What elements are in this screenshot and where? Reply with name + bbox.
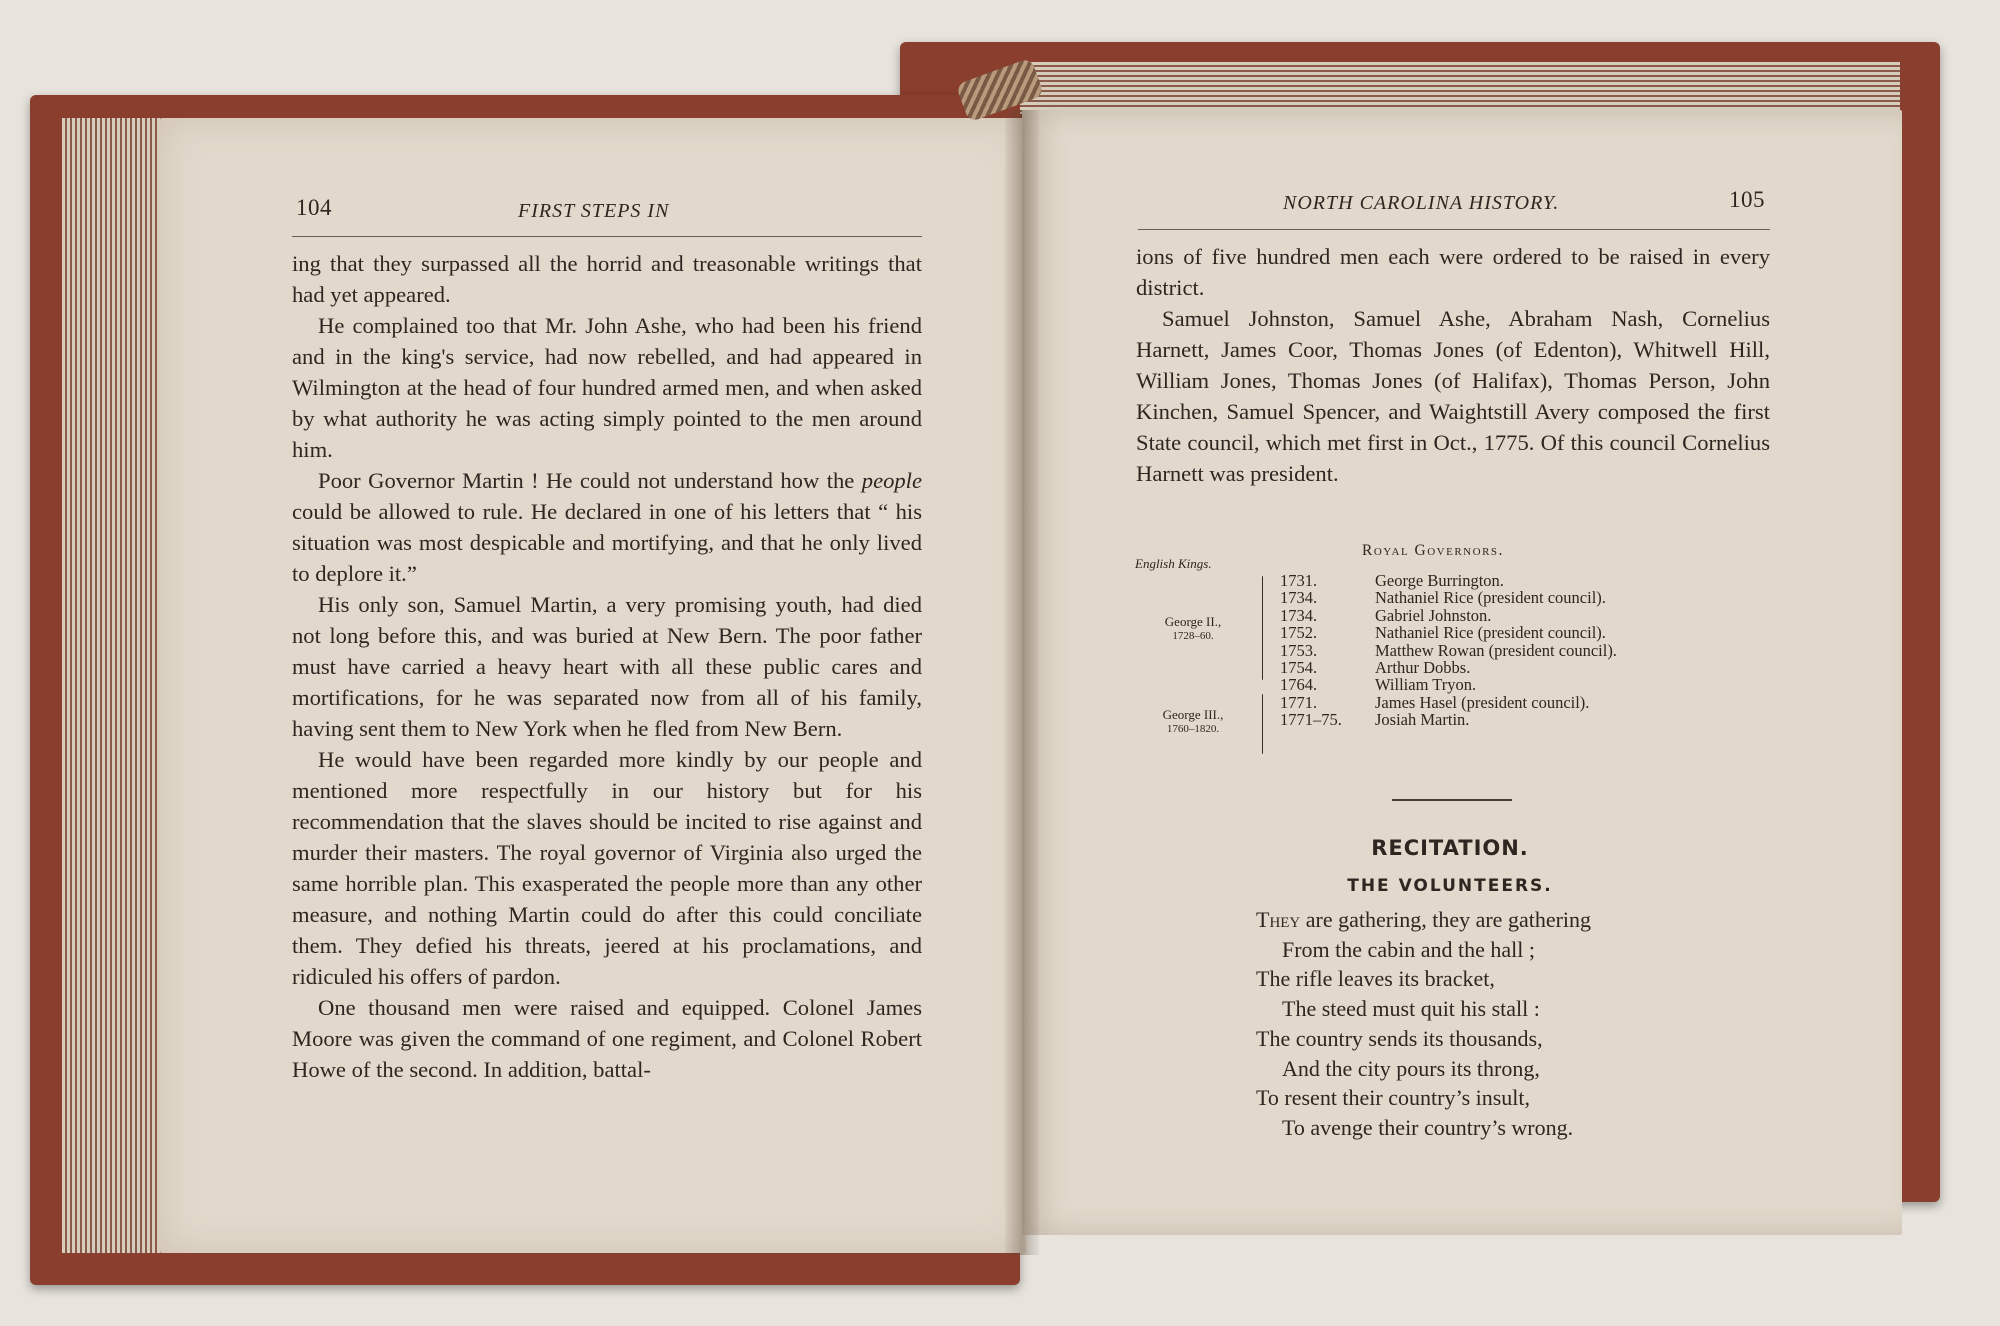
page-edges-left <box>62 118 172 1253</box>
right-running-head: NORTH CAROLINA HISTORY. <box>1283 192 1560 214</box>
book-gutter <box>1005 110 1039 1255</box>
poem-line: To avenge their country’s wrong. <box>1282 1114 1574 1140</box>
right-page-number: 105 <box>1729 187 1765 212</box>
table-row: 1734. Gabriel Johnston. <box>1280 605 1492 625</box>
page-edges-top <box>1020 62 1900 114</box>
table-row: 1731. George Burrington. <box>1280 571 1504 590</box>
poem-line: From the cabin and the hall ; <box>1282 936 1535 962</box>
poem-line: They are gathering, they are gathering <box>1256 907 1592 932</box>
king-george-ii: George II., 1728–60. <box>1164 614 1222 642</box>
poem-line: And the city pours its throng, <box>1282 1055 1540 1081</box>
poem-line: The rifle leaves its bracket, <box>1256 966 1495 992</box>
recitation-heading: RECITATION. <box>1371 836 1529 860</box>
poem-title: THE VOLUNTEERS. <box>1347 876 1553 896</box>
left-body-text <box>292 248 922 1085</box>
royal-governors-title: Royal Governors. <box>1362 542 1504 559</box>
left-header-rule <box>292 236 922 237</box>
table-row: 1771–75. Josiah Martin. <box>1280 710 1470 730</box>
brace-george-ii <box>1262 576 1263 680</box>
paragraph: He complained too that Mr. John Ashe, who had been his friend and in the king's service, had now rebelled, and had appeared in Wilmington at the head of four hundred armed men, and when asked by what authority he was acting simply pointed to the men around him. <box>292 313 922 462</box>
poem-first-word: They <box>1256 907 1301 932</box>
emphasis: people <box>861 468 922 493</box>
governors-table <box>1280 572 1617 729</box>
paragraph: His only son, Samuel Martin, a very promising youth, had died not long before this, and was buried at New Bern. The poor father must have carried a heavy heart with all these public cares and mortifications, for he was separated now from all of his family, having sent them to New York when he fled from New Bern. <box>292 592 922 741</box>
brace-george-iii <box>1262 694 1263 754</box>
table-row: 1753. Matthew Rowan (president council). <box>1280 640 1617 660</box>
paragraph: One thousand men were raised and equipped. Colonel James Moore was given the command of one regiment, and Colonel Robert Howe of the second. In addition, battal- <box>292 995 922 1082</box>
table-row: 1754. Arthur Dobbs. <box>1280 658 1471 678</box>
paragraph: He would have been regarded more kindly by our people and mentioned more respectfully in our history but for his recommendation that the slaves should be incited to rise against and murder their masters. The royal governor of Virginia also urged the same horrible plan. This exasperated the people more than any other measure, and nothing Martin could do after this could conciliate them. They defied his threats, jeered at his proclamations, and ridiculed his offers of pardon. <box>292 747 922 989</box>
poem-line: To resent their country’s insult, <box>1256 1085 1531 1111</box>
table-row: 1764. William Tryon. <box>1280 675 1477 695</box>
king-george-iii: George III., 1760–1820. <box>1162 707 1224 735</box>
poem <box>1256 905 1591 1143</box>
poem-line: The country sends its thousands, <box>1256 1025 1543 1051</box>
right-body-text <box>1136 241 1770 489</box>
left-running-head: FIRST STEPS IN <box>518 200 670 222</box>
table-row: 1734. Nathaniel Rice (president council). <box>1280 588 1606 608</box>
paragraph: ing that they surpassed all the horrid and treasonable writings that had yet appeared. <box>292 251 922 307</box>
right-header-rule <box>1138 229 1770 230</box>
left-page-number: 104 <box>296 195 332 220</box>
paragraph: Poor Governor Martin ! He could not understand how the people could be allowed to rule. He declared in one of his letters that “ his situation was most despicable and mortifying, and that he only lived to deplore it.” <box>292 468 922 586</box>
paragraph: ions of five hundred men each were ordered to be raised in every district. <box>1136 244 1770 300</box>
section-divider <box>1392 799 1512 801</box>
paragraph: Samuel Johnston, Samuel Ashe, Abraham Nash, Cornelius Harnett, James Coor, Thomas Jones (of Edenton), Whitwell Hill, William Jones, Thomas Jones (of Halifax), Thomas Person, John Kinchen, Samuel Spencer, and Waightstill Avery composed the first State council, which met first in Oct., 1775. Of this council Cornelius Harnett was president. <box>1136 306 1770 486</box>
poem-line: The steed must quit his stall : <box>1282 996 1540 1022</box>
english-kings-label: English Kings. <box>1135 556 1212 571</box>
table-row: 1752. Nathaniel Rice (president council). <box>1280 623 1606 643</box>
table-row: 1771. James Hasel (president council). <box>1280 692 1590 712</box>
